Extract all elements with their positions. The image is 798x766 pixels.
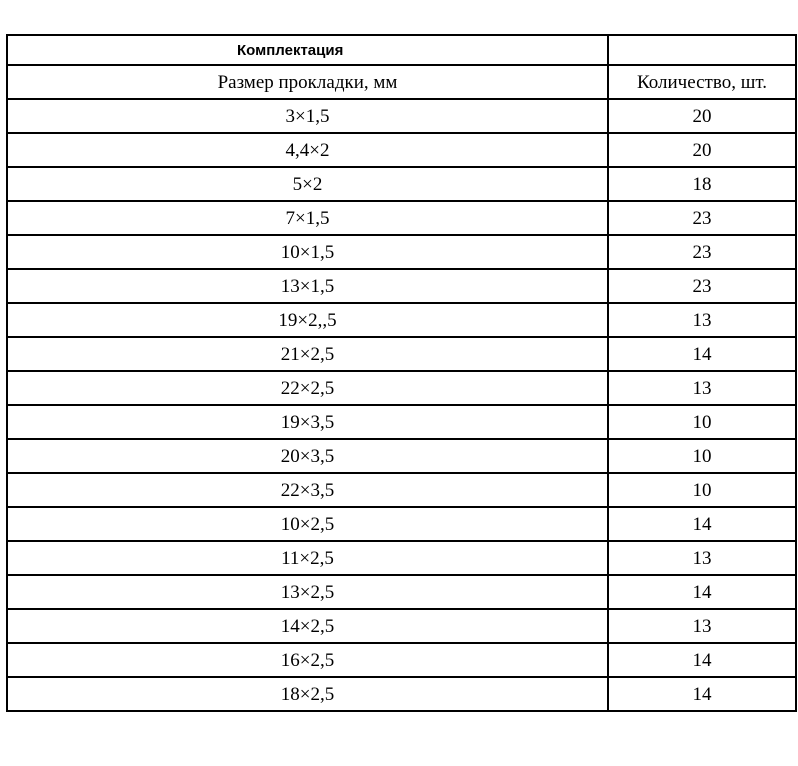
column-header-size: Размер прокладки, мм [7, 65, 608, 99]
table-row [7, 541, 796, 575]
quantity-cell: 20 [608, 133, 796, 167]
gasket-size-cell: 19×2,,5 [7, 303, 608, 337]
gasket-size-cell: 3×1,5 [7, 99, 608, 133]
header-row [7, 65, 796, 99]
table-row [7, 609, 796, 643]
table-row [7, 337, 796, 371]
gasket-size-cell: 22×2,5 [7, 371, 608, 405]
quantity-cell: 14 [608, 575, 796, 609]
gasket-size-cell: 10×2,5 [7, 507, 608, 541]
table-row [7, 201, 796, 235]
gasket-size-cell: 14×2,5 [7, 609, 608, 643]
quantity-cell: 14 [608, 643, 796, 677]
gasket-size-cell: 7×1,5 [7, 201, 608, 235]
table-row [7, 439, 796, 473]
gasket-size-cell: 4,4×2 [7, 133, 608, 167]
gasket-size-cell: 10×1,5 [7, 235, 608, 269]
table-row [7, 133, 796, 167]
table-title: Комплектация [7, 35, 608, 65]
quantity-cell: 23 [608, 201, 796, 235]
table-row [7, 303, 796, 337]
gasket-size-cell: 21×2,5 [7, 337, 608, 371]
table-row [7, 167, 796, 201]
kit-contents-table [6, 34, 797, 712]
quantity-cell: 10 [608, 439, 796, 473]
gasket-size-cell: 22×3,5 [7, 473, 608, 507]
table-row [7, 507, 796, 541]
quantity-cell: 14 [608, 677, 796, 711]
gasket-size-cell: 16×2,5 [7, 643, 608, 677]
table-row [7, 99, 796, 133]
quantity-cell: 13 [608, 303, 796, 337]
table-row [7, 575, 796, 609]
quantity-cell: 23 [608, 235, 796, 269]
quantity-cell: 18 [608, 167, 796, 201]
gasket-size-cell: 5×2 [7, 167, 608, 201]
gasket-size-cell: 18×2,5 [7, 677, 608, 711]
quantity-cell: 23 [608, 269, 796, 303]
table-row [7, 473, 796, 507]
table-row [7, 235, 796, 269]
gasket-size-cell: 19×3,5 [7, 405, 608, 439]
column-header-quantity: Количество, шт. [608, 65, 796, 99]
gasket-size-cell: 11×2,5 [7, 541, 608, 575]
table-row [7, 269, 796, 303]
quantity-cell: 14 [608, 507, 796, 541]
quantity-cell: 10 [608, 405, 796, 439]
title-row [7, 35, 796, 65]
quantity-cell: 20 [608, 99, 796, 133]
gasket-size-cell: 20×3,5 [7, 439, 608, 473]
quantity-cell: 14 [608, 337, 796, 371]
gasket-size-cell: 13×1,5 [7, 269, 608, 303]
quantity-cell: 13 [608, 541, 796, 575]
table-row [7, 405, 796, 439]
table-row [7, 643, 796, 677]
quantity-cell: 13 [608, 371, 796, 405]
title-empty-cell [608, 35, 796, 65]
quantity-cell: 10 [608, 473, 796, 507]
quantity-cell: 13 [608, 609, 796, 643]
table-body [7, 35, 796, 711]
table-row [7, 371, 796, 405]
gasket-size-cell: 13×2,5 [7, 575, 608, 609]
table-row [7, 677, 796, 711]
